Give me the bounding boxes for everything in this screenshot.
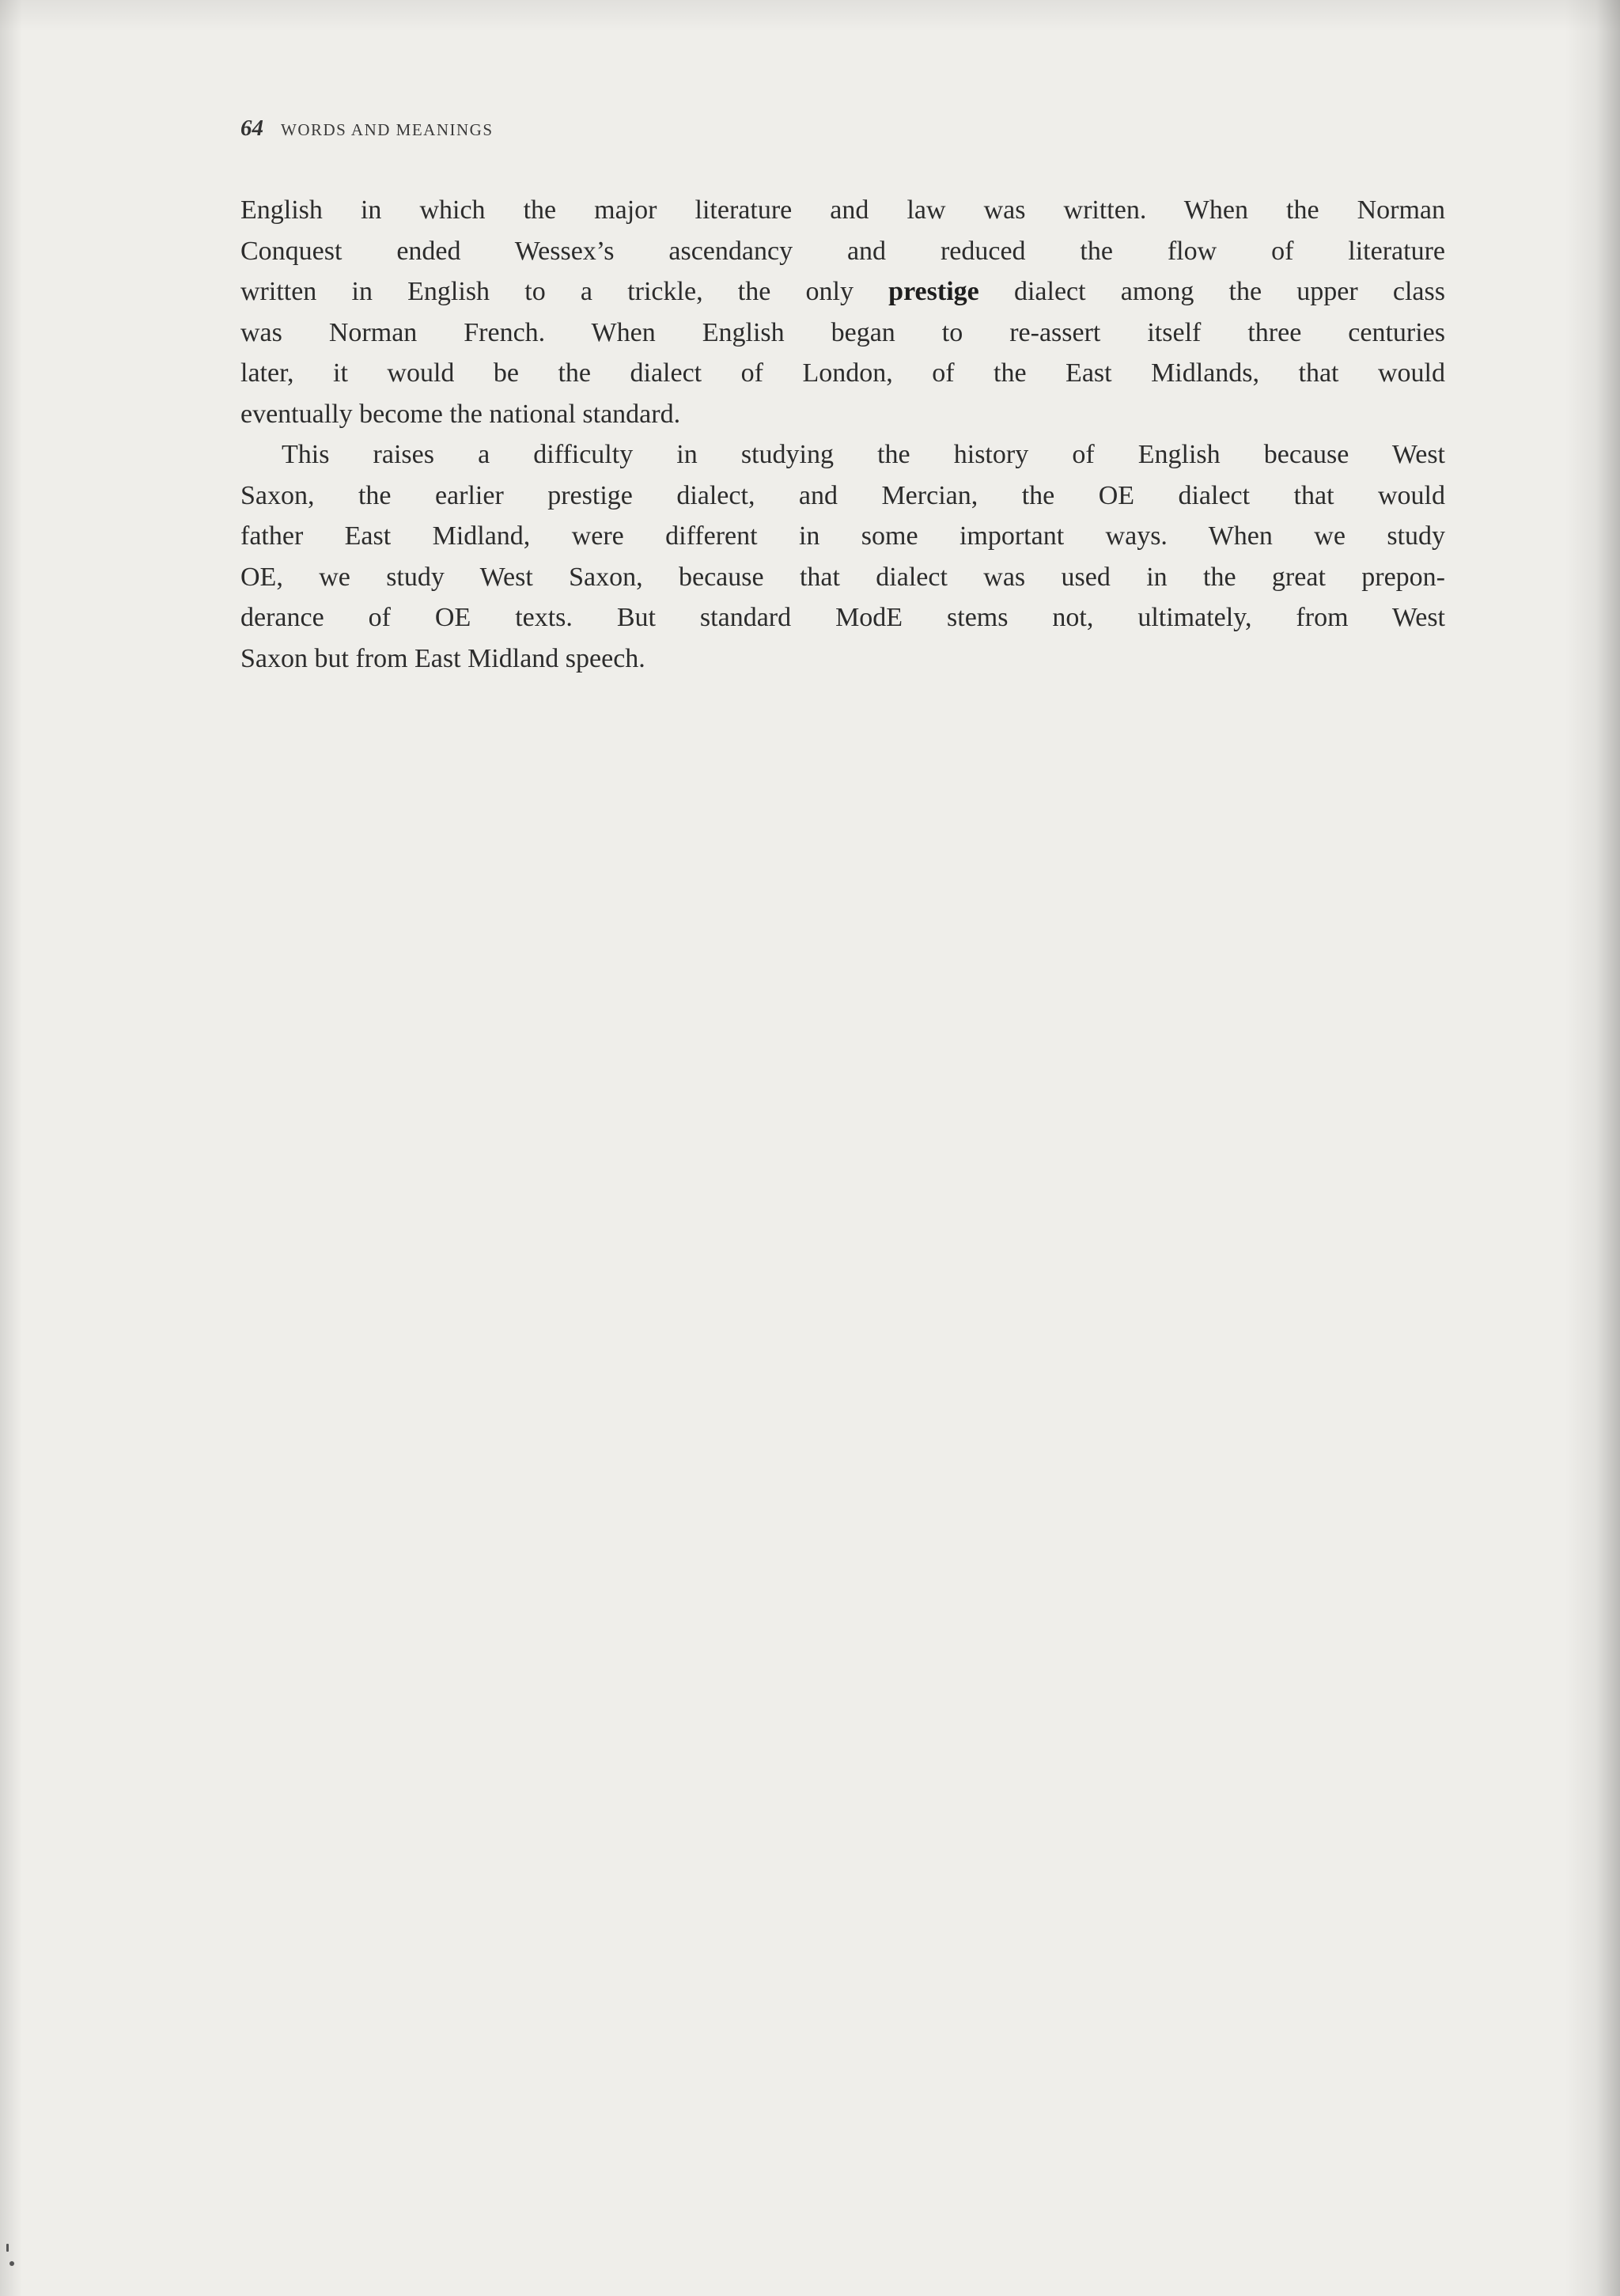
text-line: This raises a difficulty in studying the history of English because West [282, 440, 1445, 469]
text-line: Conquest ended Wessex’s ascendancy and reduced the flow of literature [240, 236, 1445, 266]
text-line: Saxon, the earlier prestige dialect, and Mercian, the OE dialect that would [240, 480, 1445, 510]
text-line: was Norman French. When English began to re-assert itself three centuries [240, 317, 1445, 347]
text-line [240, 271, 1445, 313]
paragraph-1 [240, 190, 1445, 434]
text-line: later, it would be the dialect of London, of the East Midlands, that would [240, 358, 1445, 388]
page-number: 64 [240, 116, 263, 141]
running-head [240, 116, 494, 147]
paragraph-2 [240, 434, 1445, 679]
text-line: English in which the major literature and law was written. When the Norman [240, 195, 1445, 225]
text-span: written in English to a trickle, the only [240, 277, 889, 306]
text-line: derance of OE texts. But standard ModE stems not, ultimately, from West [240, 603, 1445, 632]
text-line: OE, we study West Saxon, because that dialect was used in the great prepon- [240, 562, 1445, 592]
text-line: Saxon but from East Midland speech. [240, 643, 645, 673]
text-span: dialect among the upper class [978, 277, 1445, 306]
text-line: eventually become the national standard. [240, 399, 681, 429]
text-line: father East Midland, were different in some important ways. When we study [240, 521, 1445, 551]
body-text [240, 190, 1445, 679]
scan-speck [6, 2244, 9, 2252]
scan-speck [9, 2261, 14, 2266]
bold-term-prestige: prestige [888, 277, 979, 306]
running-title: WORDS AND MEANINGS [281, 120, 494, 139]
